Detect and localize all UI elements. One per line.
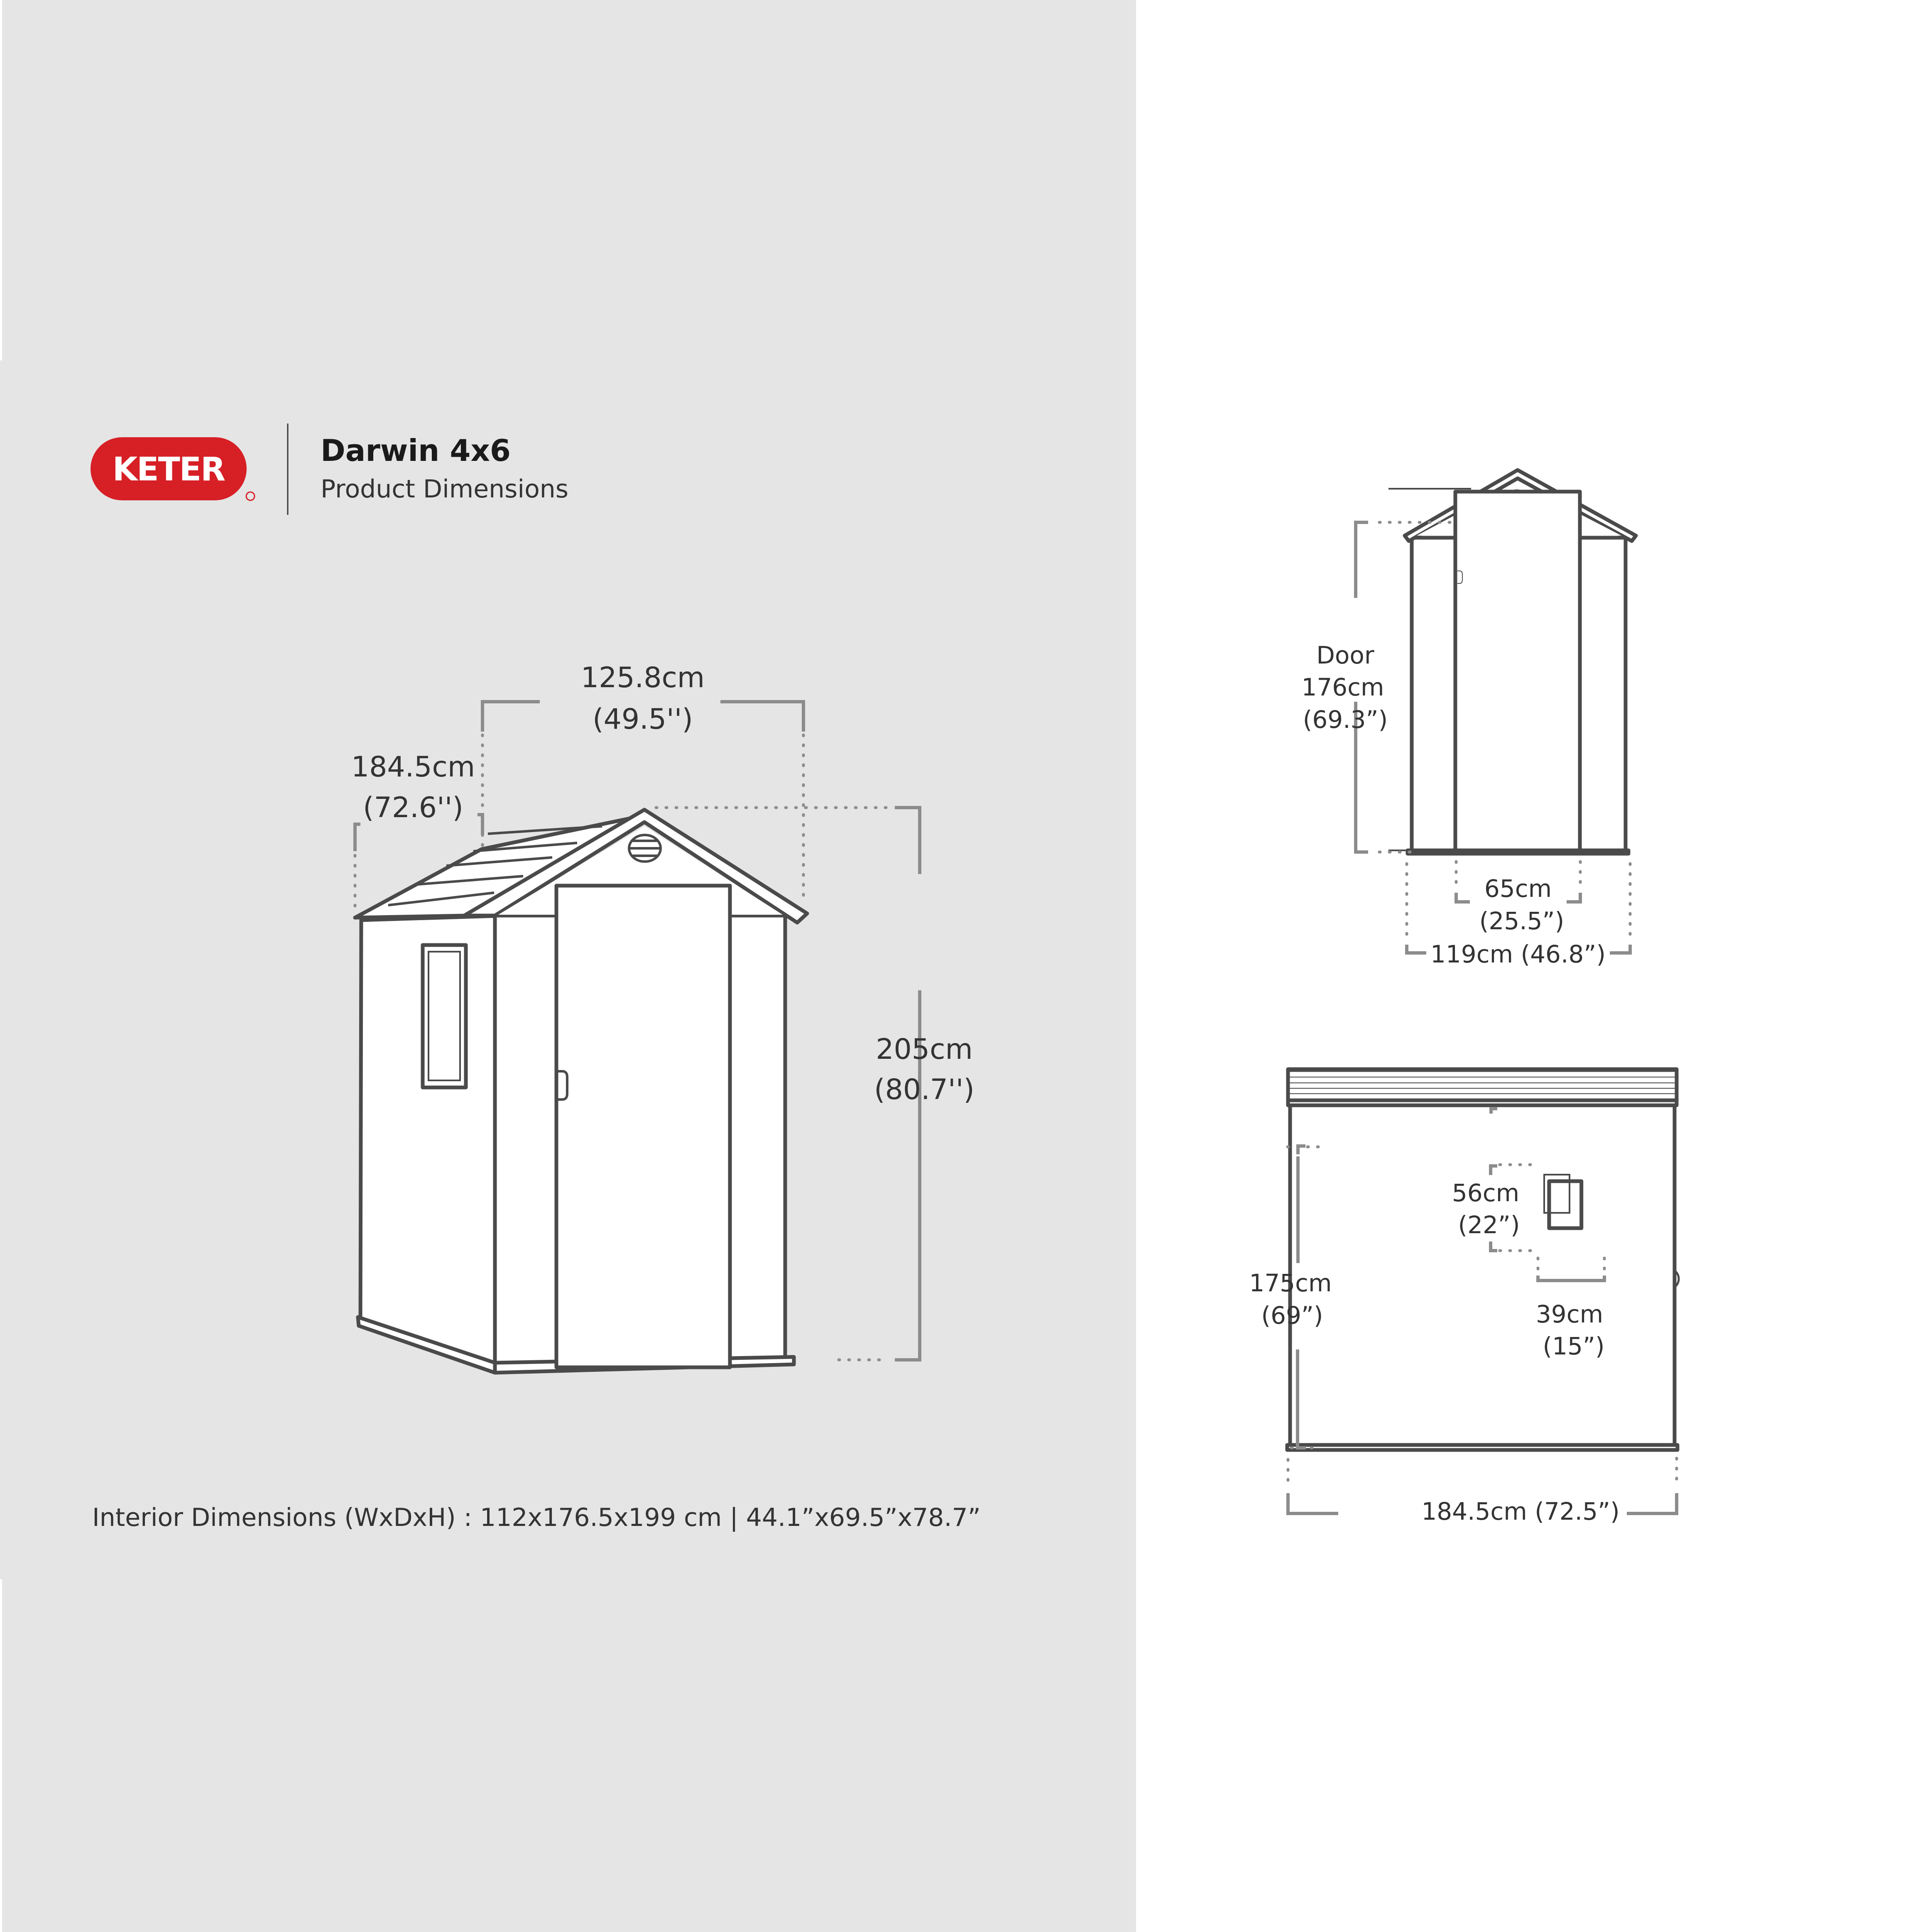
door-height-imperial-label: (69.3”) xyxy=(1303,705,1388,734)
window-height-metric-label: 56cm xyxy=(1452,1179,1520,1207)
width-imperial-label: (49.5'') xyxy=(593,703,693,736)
wall-height-imperial-label: (69”) xyxy=(1261,1301,1323,1330)
overall-width-label: 119cm (46.8”) xyxy=(1430,940,1606,968)
depth-imperial-label: (72.6'') xyxy=(363,791,463,824)
door-label: Door xyxy=(1316,641,1374,669)
panel-background-top xyxy=(2,0,1136,361)
side-elevation-window xyxy=(1549,1181,1582,1228)
interior-dimensions-text: Interior Dimensions (WxDxH) : 112x176.5x199 cm | 44.1”x69.5”x78.7” xyxy=(92,1503,981,1532)
side-elevation-base xyxy=(1287,1445,1677,1450)
keter-logo xyxy=(91,437,255,500)
shed-door xyxy=(556,886,730,1367)
wall-height-metric-label: 175cm xyxy=(1249,1269,1332,1297)
panel-background-bottom xyxy=(2,1578,1136,1932)
depth-metric-label: 184.5cm xyxy=(351,751,475,784)
door-width-metric-label: 65cm xyxy=(1484,874,1552,903)
width-metric-label: 125.8cm xyxy=(580,661,705,694)
height-imperial-label: (80.7'') xyxy=(874,1073,975,1106)
logo-text: KETER xyxy=(112,451,225,488)
side-elevation-wall xyxy=(1290,1105,1675,1446)
front-elevation-floor xyxy=(1408,850,1628,854)
product-subtitle: Product Dimensions xyxy=(321,475,569,504)
product-title: Darwin 4x6 xyxy=(321,433,511,468)
window-width-metric-label: 39cm xyxy=(1535,1300,1604,1328)
door-height-metric-label: 176cm xyxy=(1301,673,1384,701)
window-height-imperial-label: (22”) xyxy=(1458,1211,1520,1239)
front-elevation-door xyxy=(1455,492,1580,853)
door-width-imperial-label: (25.5”) xyxy=(1479,907,1565,935)
window-width-imperial-label: (15”) xyxy=(1543,1332,1605,1360)
overall-depth-label: 184.5cm (72.5”) xyxy=(1421,1497,1620,1526)
height-metric-label: 205cm xyxy=(876,1033,973,1066)
